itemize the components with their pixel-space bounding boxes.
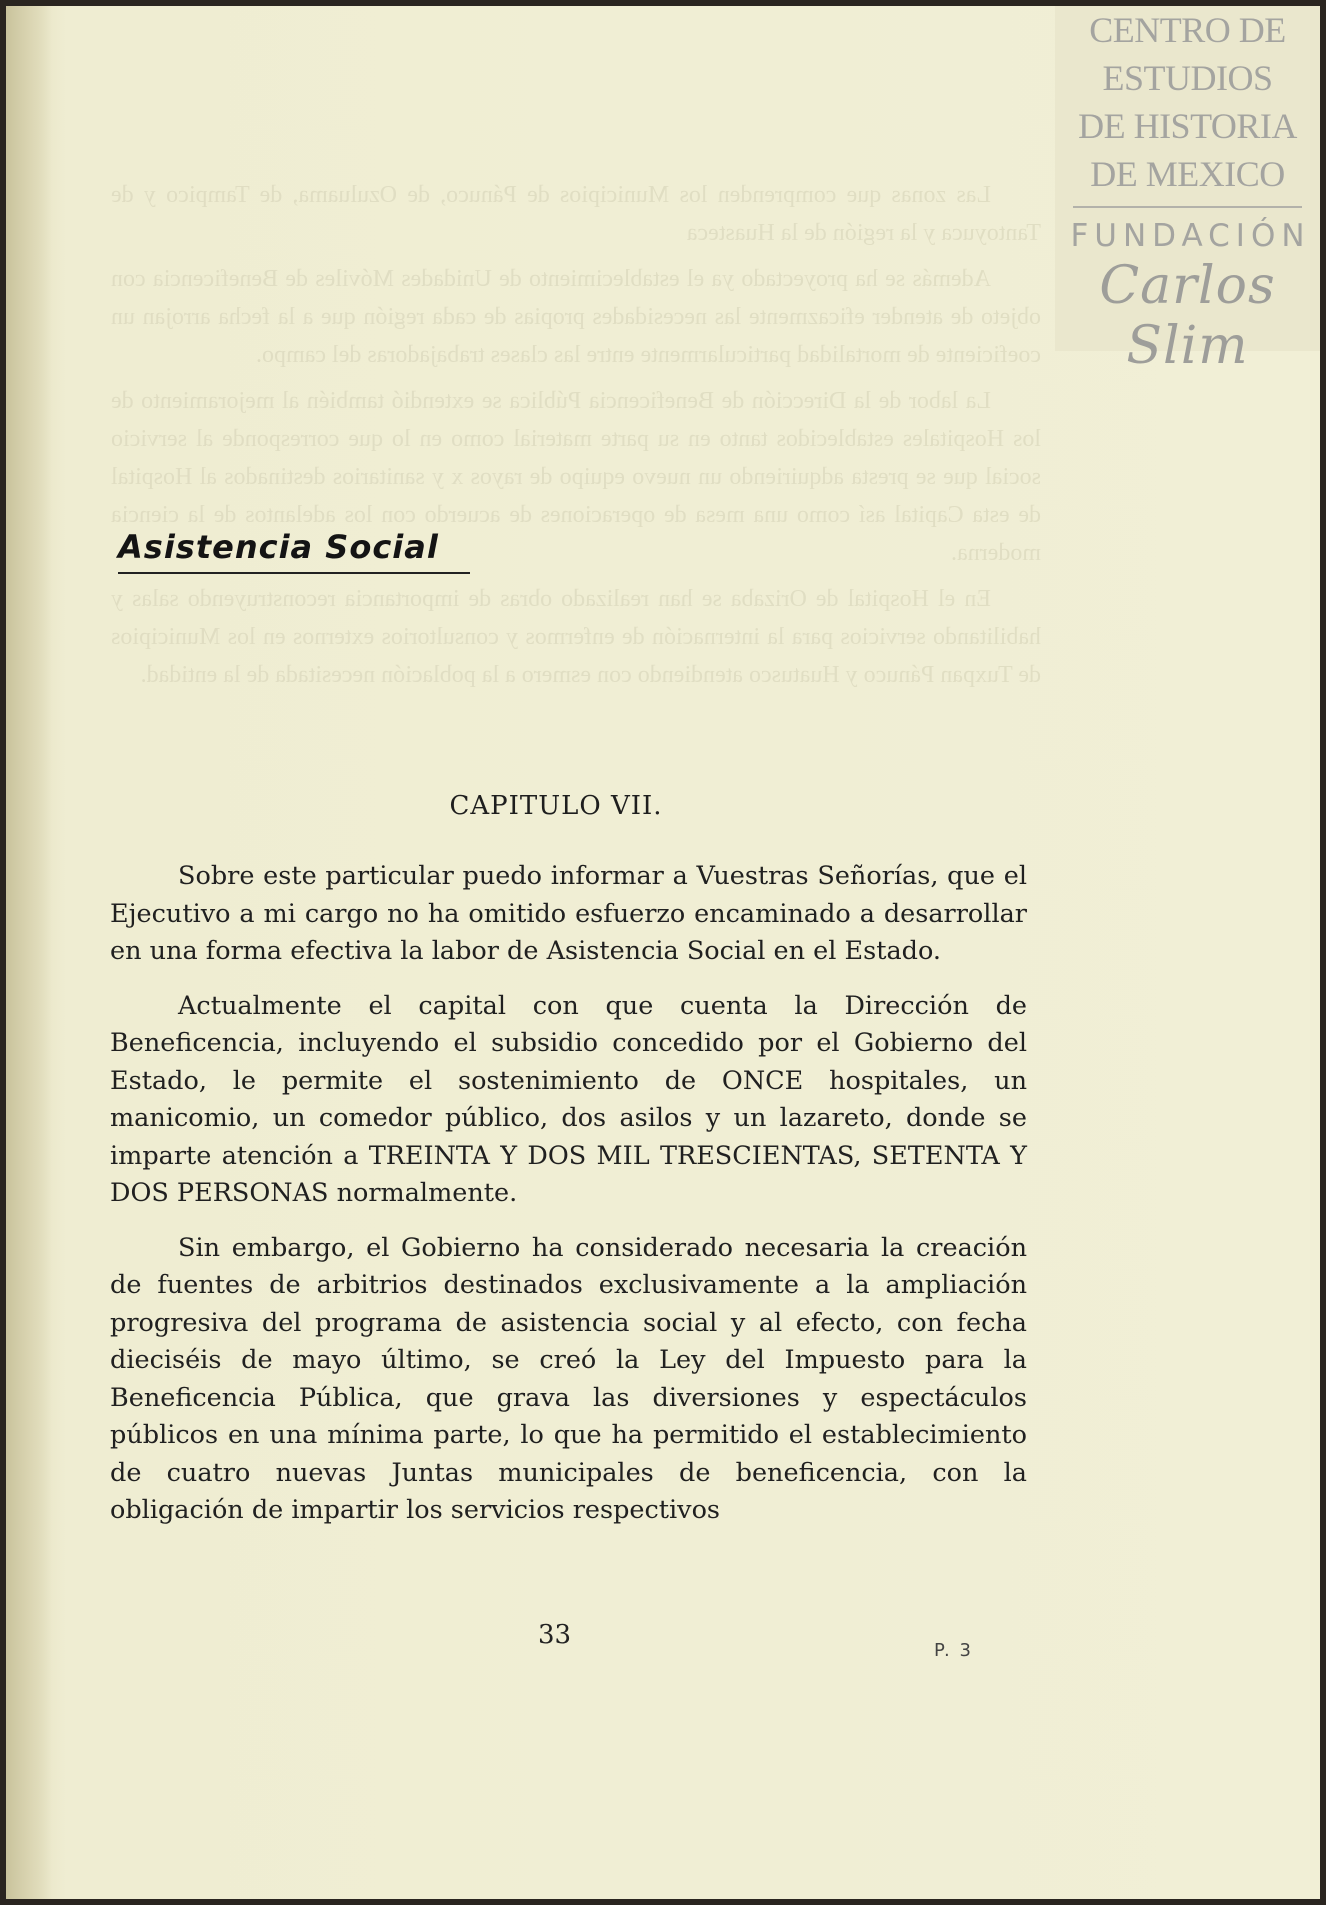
watermark-line: CENTRO DE: [1089, 10, 1286, 50]
page-number: 33: [538, 1620, 572, 1650]
sheet-mark: P. 3: [934, 1640, 973, 1661]
paragraph: Sobre este particular puedo informar a Vuestras Señorías, que el Ejecutivo a mi cargo no ha omitido esfuerzo encaminado a desarrollar en una forma efectiva la labor de Asistencia Social en el Estado.: [110, 861, 1027, 966]
watermark-foundation: FUNDACIÓN: [1070, 218, 1311, 254]
archive-watermark: [1055, 6, 1320, 376]
paragraph: Actualmente el capital con que cuenta la Dirección de Beneficencia, incluyendo el subsidio concedido por el Gobierno del Estado, le permite el sostenimiento de ONCE hospitales, un manicomio, un comedor público, dos asilos y un lazareto, donde se imparte atención a TREINTA Y DOS MIL TRESCIENTAS, SETENTA Y DOS PERSONAS normalmente.: [110, 990, 1027, 1208]
watermark-signature: Carlos Slim: [1099, 256, 1276, 376]
chapter-title: CAPITULO VII.: [449, 791, 663, 821]
book-spine-shadow: [6, 6, 52, 1899]
body-text: [110, 858, 1027, 1547]
watermark-line: DE MEXICO: [1090, 154, 1285, 194]
show-through-text: Las zonas que comprenden los Municipios de Pánuco, de Ozuluama, de Tampico y de Tantoyuca y la región de la Huasteca Además se ha proyectado ya el establecimiento de Unidades Móviles de Beneficencia con objeto de atender eficazmente las necesidades propias de cada región que a la fecha arrojan un coeficiente de mortalidad particularmente entre las clases trabajadoras del campo. La labor de la Dirección de Beneficencia Pública se extendió también al mejoramiento de los Hospitales establecidos tanto en su parte material como en lo que corresponde al servicio social que se presta adquiriendo un nuevo equipo de rayos x y sanitarios destinados al Hospital de esta Capital así como una mesa de operaciones de acuerdo con los adelantos de la ciencia moderna. En el Hospital de Orizaba se han realizado obras de importancia reconstruyendo salas y habilitando servicios para la internación de enfermos y consultorios externos en los Municipios de Tuxpan Pánuco y Huatusco atendiendo con esmero a la población necesitada de la entidad.: [111, 182, 1041, 688]
paragraph: Sin embargo, el Gobierno ha considerado necesaria la creación de fuentes de arbitrios destinados exclusivamente a la ampliación progresiva del programa de asistencia social y al efecto, con fecha dieciséis de mayo último, se creó la Ley del Impuesto para la Beneficencia Pública, que grava las diversiones y espectáculos públicos en una mínima parte, lo que ha permitido el establecimiento de cuatro nuevas Juntas municipales de beneficencia, con la obligación de impartir los servicios respectivos: [110, 1232, 1027, 1525]
watermark-divider: [1073, 206, 1302, 208]
watermark-line: DE HISTORIA: [1078, 106, 1297, 146]
watermark-line: ESTUDIOS: [1102, 58, 1273, 98]
document-page: [6, 6, 1320, 1899]
section-heading: Asistencia Social: [118, 528, 470, 574]
